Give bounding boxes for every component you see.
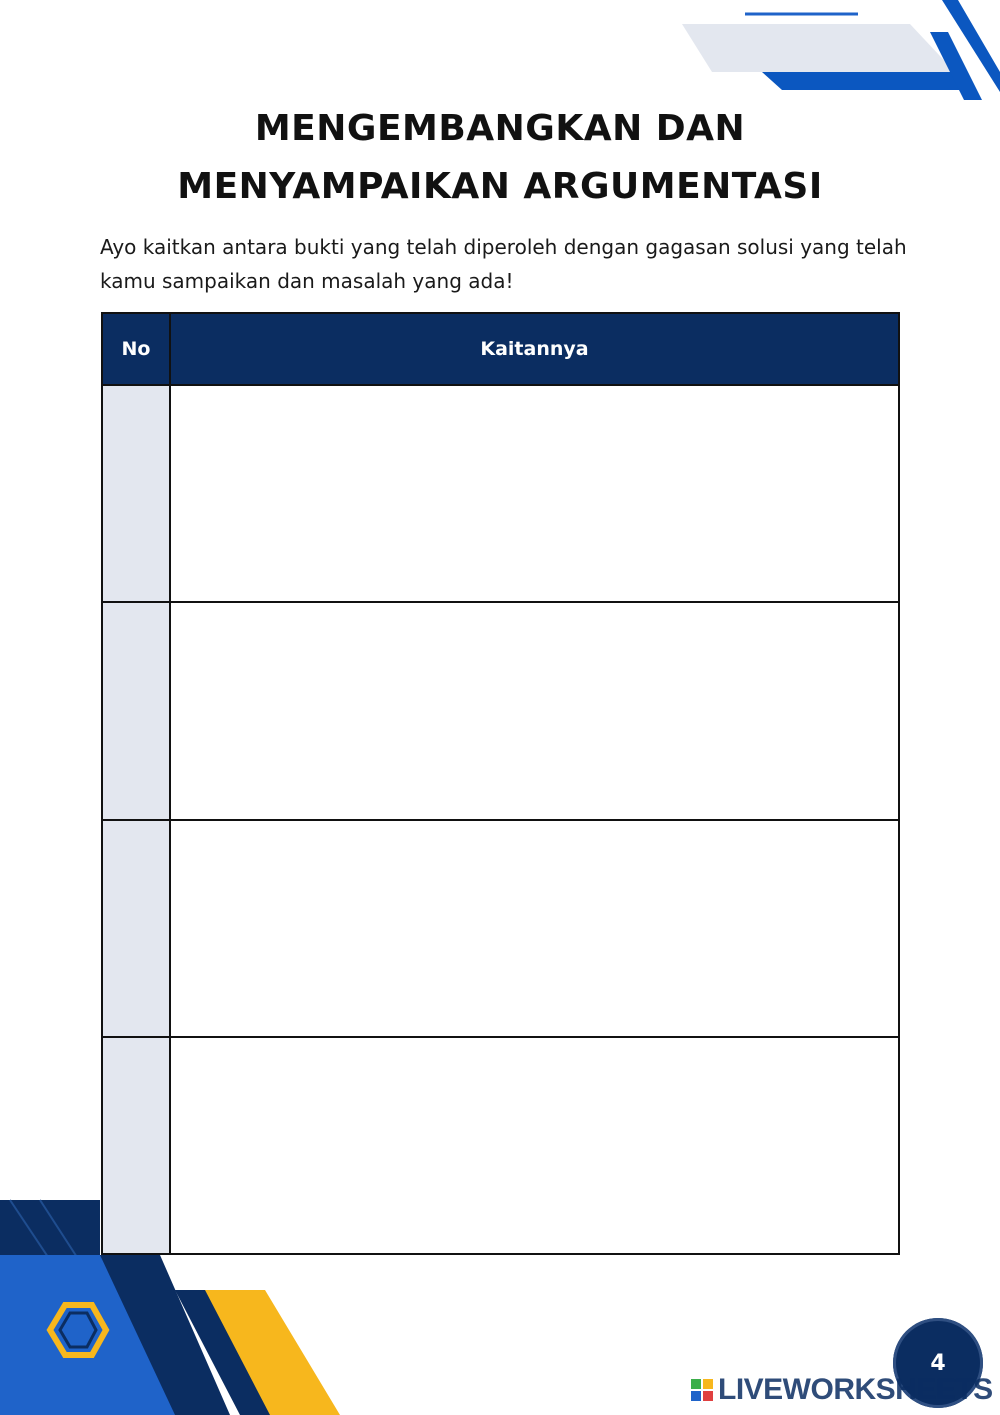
instruction-text: Ayo kaitkan antara bukti yang telah diperoleh dengan gagasan solusi yang telah kamu sampaikan dan masalah yang ada! <box>100 235 907 293</box>
answer-cell[interactable] <box>170 602 899 819</box>
table-row <box>102 385 899 602</box>
title-line-2: MENYAMPAIKAN ARGUMENTASI <box>177 166 823 207</box>
watermark <box>690 1372 993 1408</box>
title-line-1: MENGEMBANGKAN DAN <box>254 108 746 149</box>
liveworksheets-logo-icon <box>690 1378 714 1402</box>
header-kaitannya: Kaitannya <box>170 313 899 385</box>
table-row <box>102 820 899 1037</box>
row-number-cell[interactable] <box>102 1037 170 1254</box>
row-number-cell[interactable] <box>102 820 170 1037</box>
table-row <box>102 602 899 819</box>
answer-table <box>101 312 900 1255</box>
table-header-row <box>102 313 899 385</box>
watermark-text: LIVEWORKSHEETS <box>718 1373 993 1406</box>
table-row <box>102 1037 899 1254</box>
top-gray-band <box>682 24 955 72</box>
page-title <box>0 100 1000 216</box>
page-number-badge: 4 <box>893 1318 983 1408</box>
top-decoration <box>0 0 1000 110</box>
answer-cell[interactable] <box>170 1037 899 1254</box>
top-blue-band <box>762 72 975 90</box>
answer-cell[interactable] <box>170 820 899 1037</box>
row-number-cell[interactable] <box>102 602 170 819</box>
row-number-cell[interactable] <box>102 385 170 602</box>
header-no: No <box>102 313 170 385</box>
answer-cell[interactable] <box>170 385 899 602</box>
